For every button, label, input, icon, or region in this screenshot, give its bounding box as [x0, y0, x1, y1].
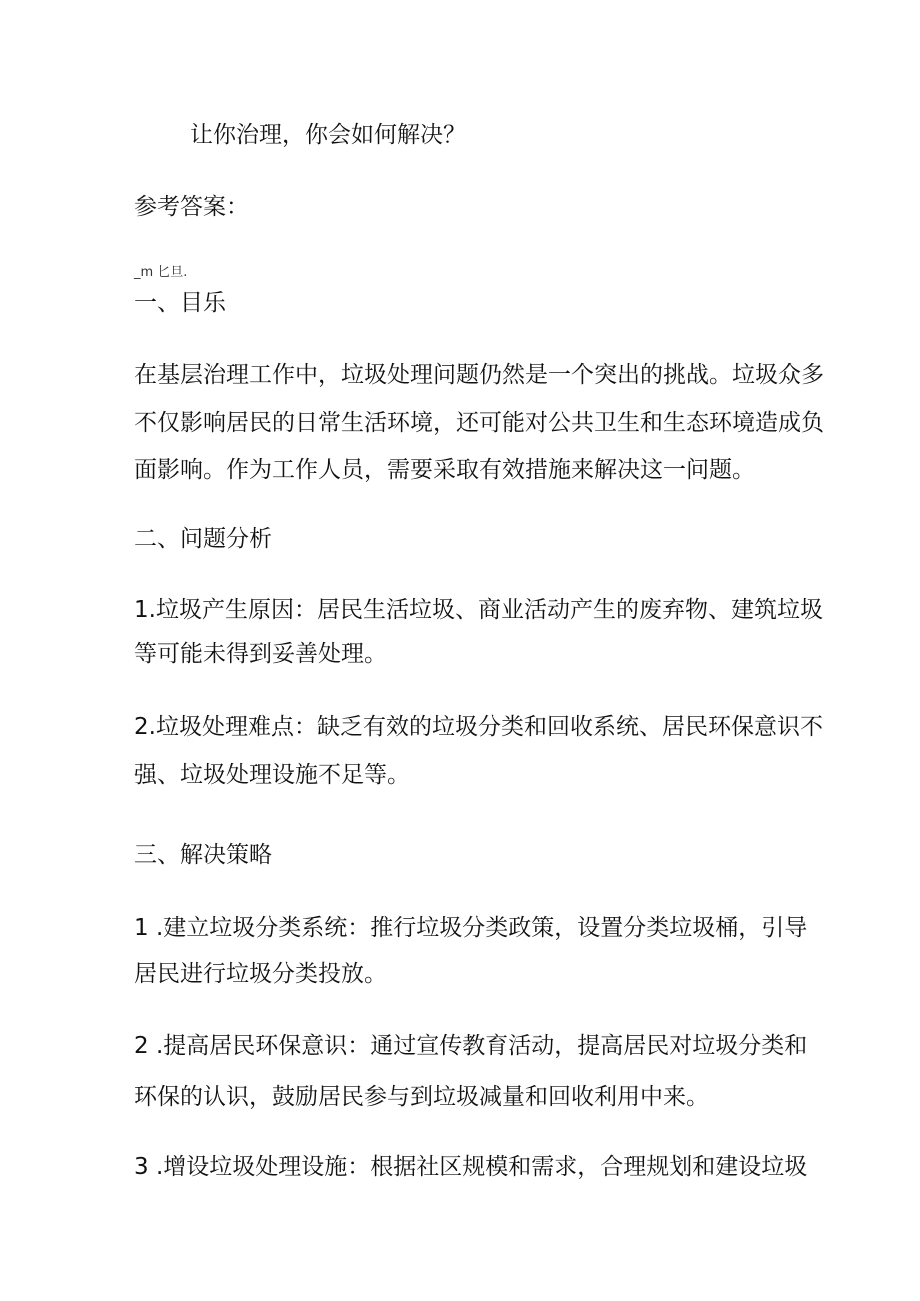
answer-label: 参考答案：	[134, 194, 249, 220]
paragraph-line: 2 .提高居民环保意识：通过宣传教育活动，提高居民对垃圾分类和	[134, 1033, 808, 1059]
paragraph-line: 1.垃圾产生原因：居民生活垃圾、商业活动产生的废弃物、建筑垃圾	[134, 597, 823, 623]
scan-artifact-text: _m 匕旦.	[134, 265, 188, 280]
paragraph-line: 在基层治理工作中，垃圾处理问题仍然是一个突出的挑战。垃圾众多	[134, 362, 824, 388]
section1-heading: 一、目乐	[134, 290, 226, 316]
paragraph-line: 1 .建立垃圾分类系统：推行垃圾分类政策，设置分类垃圾桶，引导	[134, 915, 808, 941]
paragraph-line: 等可能未得到妥善处理。	[134, 641, 387, 667]
paragraph-line: 环保的认识，鼓励居民参与到垃圾减量和回收利用中来。	[134, 1084, 709, 1110]
paragraph-line: 不仅影响居民的日常生活环境，还可能对公共卫生和生态环境造成负	[134, 410, 824, 436]
question-tail: 让你治理，你会如何解决？	[190, 122, 466, 148]
section3-heading: 三、解决策略	[134, 842, 272, 868]
paragraph-line: 2.垃圾处理难点：缺乏有效的垃圾分类和回收系统、居民环保意识不	[134, 714, 823, 740]
paragraph-line: 面影响。作为工作人员，需要采取有效措施来解决这一问题。	[134, 457, 755, 483]
paragraph-line: 3 .增设垃圾处理设施：根据社区规模和需求，合理规划和建设垃圾	[134, 1154, 808, 1180]
paragraph-line: 居民进行垃圾分类投放。	[134, 961, 387, 987]
paragraph-line: 强、垃圾处理设施不足等。	[134, 762, 410, 788]
section2-heading: 二、问题分析	[134, 526, 272, 552]
